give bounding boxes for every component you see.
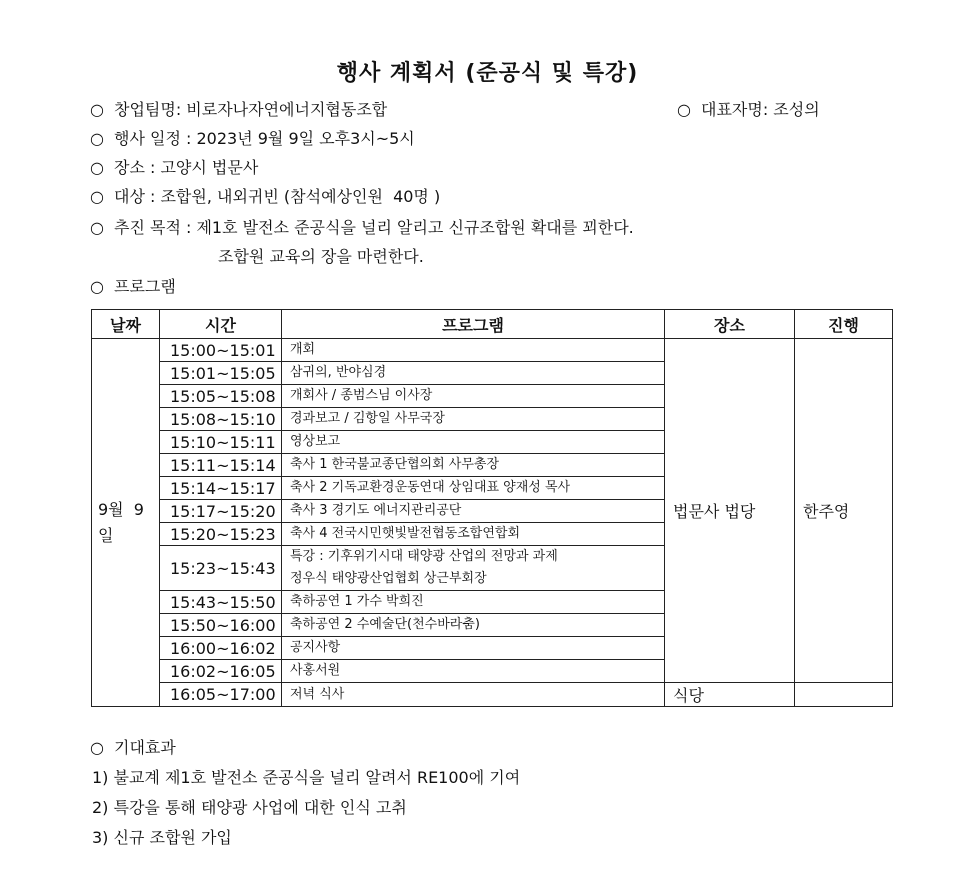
audience-line bbox=[90, 186, 440, 208]
dinner-place-cell: 식당 bbox=[665, 683, 795, 707]
event-schedule: 행사 일정 : 2023년 9월 9일 오후3시~5시 bbox=[114, 129, 415, 148]
time-cell: 15:05~15:08 bbox=[160, 385, 282, 408]
bullet-icon: ○ bbox=[90, 187, 104, 206]
program-cell: 개회 bbox=[282, 339, 665, 362]
time-cell: 16:05~17:00 bbox=[160, 683, 282, 707]
purpose-line-2: 조합원 교육의 장을 마련한다. bbox=[218, 247, 424, 266]
bullet-icon: ○ bbox=[90, 129, 104, 148]
bullet-icon: ○ bbox=[90, 100, 104, 119]
effect-item: 1) 불교계 제1호 발전소 준공식을 널리 알려서 RE100에 기여 bbox=[92, 768, 521, 787]
representative-line bbox=[677, 99, 820, 121]
program-cell: 축사 3 경기도 에너지관리공단 bbox=[282, 500, 665, 523]
event-purpose: 추진 목적 : 제1호 발전소 준공식을 널리 알리고 신규조합원 확대를 꾀한다. bbox=[114, 218, 634, 237]
bullet-icon: ○ bbox=[90, 158, 104, 177]
effects-heading: 기대효과 bbox=[114, 738, 176, 757]
time-cell: 15:43~15:50 bbox=[160, 591, 282, 614]
program-heading: 프로그램 bbox=[114, 277, 176, 296]
event-audience: 대상 : 조합원, 내외귀빈 (참석예상인원 40명 ) bbox=[114, 187, 441, 206]
effect-item: 3) 신규 조합원 가입 bbox=[92, 828, 232, 847]
host-cell: 한주영 bbox=[795, 339, 893, 683]
program-table bbox=[91, 309, 893, 707]
program-line-2: 정우식 태양광산업협회 상근부회장 bbox=[290, 571, 487, 586]
representative-name: 대표자명: 조성의 bbox=[701, 100, 820, 119]
schedule-line bbox=[90, 128, 415, 150]
header-date: 날짜 bbox=[92, 310, 160, 339]
program-cell: 축사 2 기독교환경운동연대 상임대표 양재성 목사 bbox=[282, 477, 665, 500]
program-cell: 영상보고 bbox=[282, 431, 665, 454]
time-cell: 15:23~15:43 bbox=[160, 546, 282, 591]
time-cell: 16:02~16:05 bbox=[160, 660, 282, 683]
time-cell: 15:01~15:05 bbox=[160, 362, 282, 385]
header-time: 시간 bbox=[160, 310, 282, 339]
date-line-2: 일 bbox=[98, 525, 114, 545]
team-name-line bbox=[90, 99, 387, 121]
program-cell: 축사 1 한국불교종단협의회 사무총장 bbox=[282, 454, 665, 477]
venue-line bbox=[90, 157, 258, 179]
header-host: 진행 bbox=[795, 310, 893, 339]
date-line-1: 9월 9 bbox=[98, 499, 144, 519]
program-cell: 축하공연 1 가수 박희진 bbox=[282, 591, 665, 614]
time-cell: 15:17~15:20 bbox=[160, 500, 282, 523]
header-program: 프로그램 bbox=[282, 310, 665, 339]
time-cell: 16:00~16:02 bbox=[160, 637, 282, 660]
program-heading-line bbox=[90, 276, 176, 298]
time-cell: 15:14~15:17 bbox=[160, 477, 282, 500]
program-cell: 공지사항 bbox=[282, 637, 665, 660]
date-cell bbox=[92, 339, 160, 707]
bullet-icon: ○ bbox=[677, 100, 691, 119]
program-cell: 개회사 / 종범스님 이사장 bbox=[282, 385, 665, 408]
document-title: 행사 계획서 (준공식 및 특강) bbox=[336, 61, 639, 86]
time-cell: 15:00~15:01 bbox=[160, 339, 282, 362]
bullet-icon: ○ bbox=[90, 218, 104, 237]
program-cell: 사홍서원 bbox=[282, 660, 665, 683]
program-cell: 경과보고 / 김항일 사무국장 bbox=[282, 408, 665, 431]
table-row bbox=[92, 339, 893, 362]
event-venue: 장소 : 고양시 법문사 bbox=[114, 158, 259, 177]
program-cell: 축사 4 전국시민햇빛발전협동조합연합회 bbox=[282, 523, 665, 546]
time-cell: 15:50~16:00 bbox=[160, 614, 282, 637]
program-cell bbox=[282, 546, 665, 591]
team-name: 창업팀명: 비로자나자연에너지협동조합 bbox=[114, 100, 388, 119]
effect-item: 2) 특강을 통해 태양광 사업에 대한 인식 고취 bbox=[92, 798, 407, 817]
dinner-host-cell bbox=[795, 683, 893, 707]
table-header-row bbox=[92, 310, 893, 339]
bullet-icon: ○ bbox=[90, 738, 104, 757]
time-cell: 15:08~15:10 bbox=[160, 408, 282, 431]
time-cell: 15:11~15:14 bbox=[160, 454, 282, 477]
bullet-icon: ○ bbox=[90, 277, 104, 296]
time-cell: 15:20~15:23 bbox=[160, 523, 282, 546]
time-cell: 15:10~15:11 bbox=[160, 431, 282, 454]
program-cell: 저녁 식사 bbox=[282, 683, 665, 707]
effects-heading-line bbox=[90, 737, 176, 759]
program-cell: 축하공연 2 수예술단(천수바라춤) bbox=[282, 614, 665, 637]
place-cell: 법문사 법당 bbox=[665, 339, 795, 683]
header-place: 장소 bbox=[665, 310, 795, 339]
purpose-line bbox=[90, 217, 634, 239]
program-line-1: 특강 : 기후위기시대 태양광 산업의 전망과 과제 bbox=[290, 549, 558, 564]
table-row bbox=[92, 683, 893, 707]
program-cell: 삼귀의, 반야심경 bbox=[282, 362, 665, 385]
